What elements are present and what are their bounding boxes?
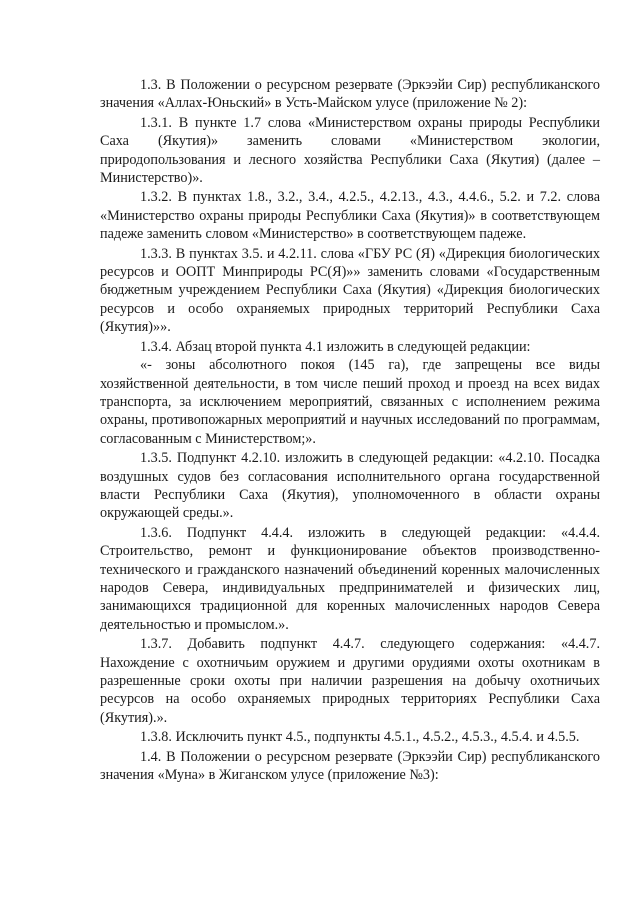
paragraph-1-3: 1.3. В Положении о ресурсном резервате (Эркээйи Сир) республиканского значения «Аллах-Юньский» в Усть-Майском улусе (приложение № 2):	[100, 77, 600, 112]
paragraph-1-3-3: 1.3.3. В пунктах 3.5. и 4.2.11. слова «ГБУ РС (Я) «Дирекция биологических ресурсов и ООПТ Минприроды РС(Я)»» заменить словами «Государственным бюджетным учреждением Республики Саха (Якутия) «Дирекция биологических ресурсов и особо охраняемых природных территорий Республики Саха (Якутия)»».	[100, 245, 600, 336]
paragraph-1-3-8: 1.3.8. Исключить пункт 4.5., подпункты 4.5.1., 4.5.2., 4.5.3., 4.5.4. и 4.5.5.	[140, 729, 580, 746]
paragraph-1-4: 1.4. В Положении о ресурсном резервате (Эркээйи Сир) республиканского значения «Муна» в Жиганском улусе (приложение №3):	[100, 748, 600, 784]
paragraph-1-3-5: 1.3.5. Подпункт 4.2.10. изложить в следующей редакции: «4.2.10. Посадка воздушных судов без согласования исполнительного органа государственной власти Республики Саха (Якутия), уполномоченного в области охраны окружающей среды.».	[100, 450, 600, 522]
paragraph-1-3-2: 1.3.2. В пунктах 1.8., 3.2., 3.4., 4.2.5., 4.2.13., 4.3., 4.4.6., 5.2. и 7.2. слова «Министерство охраны природы Республики Саха (Якутия)» в соответствующем падеже заменить словом «Министерство» в соответствующем падеже.	[100, 189, 600, 243]
paragraph-1-3-1: 1.3.1. В пункте 1.7 слова «Министерством охраны природы Республики Саха (Якутия)» заменить словами «Министерством экологии, природопользования и лесного хозяйства Республики Саха (Якутия) (далее – Министерство)».	[100, 114, 600, 187]
paragraph-1-3-7: 1.3.7. Добавить подпункт 4.4.7. следующего содержания: «4.4.7. Нахождение с охотничьим оружием и другими орудиями охоты охотникам в разрешенные сроки охоты при наличии разрешения на добычу охотничьих ресурсов на особо охраняемых природных территориях Республики Саха (Якутия).».	[100, 636, 600, 726]
paragraph-1-3-4-quote: «- зоны абсолютного покоя (145 га), где запрещены все виды хозяйственной деятельности, в том числе пеший проход и проезд на всех видах транспорта, за исключением мероприятий, связанных с исполнением режима охраны, противопожарных мероприятий и научных исследований по программам, согласованным с Министерством;».	[100, 357, 600, 447]
paragraph-1-3-6: 1.3.6. Подпункт 4.4.4. изложить в следующей редакции: «4.4.4. Строительство, ремонт и функционирование объектов производственно-технического и гражданского назначений объединений коренных малочисленных народов Севера, индивидуальных предпринимателей и физических лиц, занимающихся традиционной для коренных малочисленных народов Севера деятельностью и промыслом.».	[100, 524, 600, 633]
paragraph-1-3-4: 1.3.4. Абзац второй пункта 4.1 изложить в следующей редакции:	[140, 338, 531, 355]
